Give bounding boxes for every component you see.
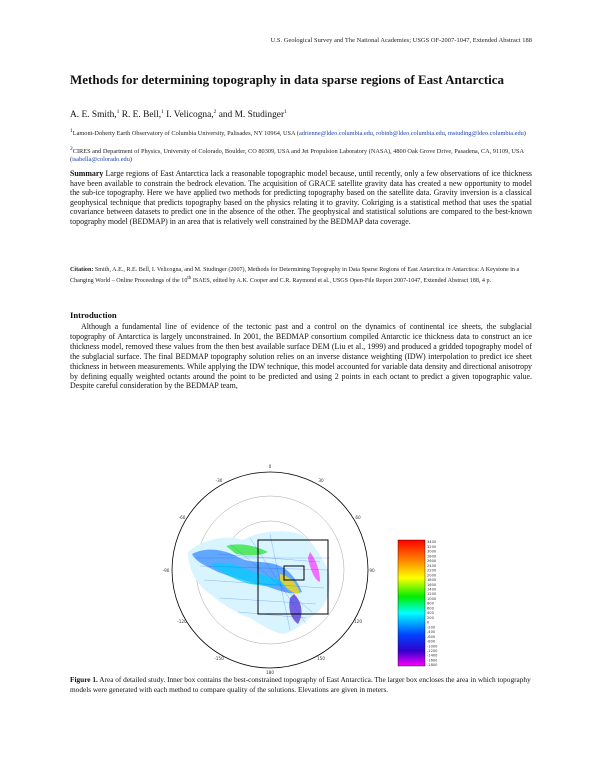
colorbar-tick-label: 3400 bbox=[427, 540, 437, 545]
colorbar-tick-label: 1600 bbox=[427, 582, 437, 587]
colorbar-tick-label: -200 bbox=[427, 625, 436, 630]
colorbar-tick-label: -1000 bbox=[427, 644, 438, 649]
abstract-text: Large regions of East Antarctica lack a reasonable topographic model because, until recently, only a few observations of ice thickness have been available to constrain the bedrock elevation. The acquisition of GRACE satellite gravity data has created a new opportunity to model the sub-ice topography. Here we have applied two methods for predicting topography based on the satellite data. Gravity inversion is a classical geophysical technique that predicts topography based on the physics relating it to gravity. Cokriging is a statistical method that uses the spatial covariance between datasets to predict one in the absence of the other. The geophysical and statistical solutions are compared to the best-known topography model (BEDMAP) in an area that is relatively well constrained by the BEDMAP data coverage. bbox=[70, 169, 532, 226]
colorbar-tick-label: 2600 bbox=[427, 559, 437, 564]
affil-text: Lamont-Doherty Earth Observatory of Columbia University, Palisades, NY 10964, USA ( bbox=[72, 130, 299, 138]
affil-text: CIRES and Department of Physics, University of Colorado, Boulder, CO 80309, USA and Jet Propulsion Laboratory (NASA), 4800 Oak Grove Drive, Pasadena, CA, 91109, USA ( bbox=[70, 148, 524, 164]
colorbar-tick-label: 400 bbox=[427, 611, 434, 616]
elevation-colorbar bbox=[398, 540, 438, 667]
colorbar-tick-label: -1600 bbox=[427, 658, 438, 663]
running-head: U.S. Geological Survey and The National Academies; USGS OF-2007-1047, Extended Abstract 188 bbox=[270, 37, 532, 44]
section-heading-introduction: Introduction bbox=[70, 310, 117, 320]
email-link[interactable]: mstuding@ldeo.columbia.edu bbox=[448, 130, 524, 138]
colorbar-tick-label: 2400 bbox=[427, 563, 437, 568]
lon-label: -150 bbox=[214, 656, 224, 661]
colorbar-tick-label: 1200 bbox=[427, 592, 437, 597]
colorbar-tick-label: 800 bbox=[427, 601, 434, 606]
author-list bbox=[70, 109, 532, 120]
author-affil-mark: 1 bbox=[116, 109, 120, 115]
colorbar-tick-label: -800 bbox=[427, 639, 436, 644]
colorbar-tick-label: 1800 bbox=[427, 578, 437, 583]
author-name: I. Velicogna, bbox=[163, 110, 214, 121]
email-link[interactable]: adrienne@ldeo.columbia.edu bbox=[298, 130, 373, 138]
colorbar-ticks bbox=[427, 540, 438, 667]
colorbar-tick-label: 2000 bbox=[427, 573, 437, 578]
abstract bbox=[70, 169, 532, 227]
colorbar-gradient bbox=[398, 540, 425, 666]
affiliation-1 bbox=[70, 127, 532, 138]
caption-label: Figure 1. bbox=[70, 675, 98, 684]
author-name: A. E. Smith, bbox=[70, 110, 117, 121]
affil-close: ) bbox=[523, 130, 526, 138]
lon-label: -90 bbox=[162, 568, 170, 573]
affil-number: 2 bbox=[70, 146, 73, 152]
affil-sep: , bbox=[372, 130, 377, 138]
colorbar-tick-label: -1800 bbox=[427, 663, 438, 668]
colorbar-tick-label: 0 bbox=[427, 620, 430, 625]
author-affil-mark: 2 bbox=[213, 109, 217, 115]
colorbar-tick-label: 3000 bbox=[427, 549, 437, 554]
lon-label: 150 bbox=[317, 656, 325, 661]
citation-text: Antarctica: A Keystone in a Changing World – Online Proceedings of the 10 bbox=[70, 267, 520, 285]
author-affil-mark: 1 bbox=[284, 109, 287, 115]
lon-label: 60 bbox=[355, 515, 361, 520]
colorbar-tick-label: 2200 bbox=[427, 568, 437, 573]
affil-close: ) bbox=[129, 156, 132, 164]
lon-label: 180 bbox=[266, 670, 274, 675]
colorbar-tick-label: -1400 bbox=[427, 653, 438, 658]
lon-label: -60 bbox=[178, 515, 186, 520]
antarctica-map-figure bbox=[130, 462, 475, 675]
lon-label: -120 bbox=[177, 619, 187, 624]
lon-label: 0 bbox=[268, 464, 272, 469]
colorbar-tick-label: -1200 bbox=[427, 649, 438, 654]
email-link[interactable]: isabella@colorado.edu bbox=[72, 156, 130, 164]
colorbar-tick-label: 600 bbox=[427, 606, 434, 611]
affiliation-2 bbox=[70, 145, 532, 165]
citation-in: in bbox=[445, 267, 451, 273]
colorbar-tick-label: 1400 bbox=[427, 587, 437, 592]
citation-text: Smith, A.E., R.E. Bell, I. Velicogna, and M. Studinger (2007), Methods for Determining Topography in Data Sparse Regions of East Antarctica bbox=[93, 267, 446, 273]
author-affil-mark: 1 bbox=[161, 109, 164, 115]
colorbar-tick-label: -600 bbox=[427, 634, 436, 639]
figure-caption bbox=[70, 675, 532, 695]
colorbar-tick-label: 2800 bbox=[427, 554, 437, 559]
introduction-text: Although a fundamental line of evidence of the tectonic past and a control on the dynamics of continental ice sheets, the subglacial topography of Antarctica is largely unconstrained. In 2001, the BEDMAP consortium compiled Antarctic ice thickness data to construct an ice thickness model, removed these values from the then best available surface DEM (Liu et al., 1999) and produced a gridded topography model of the subglacial surface. The final BEDMAP topography solution relies on an inverse distance weighting (IDW) interpolation to predict ice sheet thickness in between measurements. While applying the IDW technique, this model accounted for variable data density and directional anisotropy by defining equally weighted octants around the point to be predicted and using 2 points in each octant to predict a given topographic value. Despite careful consideration by the BEDMAP team, bbox=[70, 322, 532, 391]
polar-map bbox=[163, 464, 375, 675]
colorbar-tick-label: 200 bbox=[427, 615, 434, 620]
affil-sep: , bbox=[444, 130, 449, 138]
figure-1 bbox=[130, 462, 475, 675]
citation-label: Citation: bbox=[70, 267, 94, 273]
paper-title: Methods for determining topography in data sparse regions of East Antarctica bbox=[70, 72, 505, 87]
lon-label: 90 bbox=[369, 568, 375, 573]
caption-text: Area of detailed study. Inner box contains the best-constrained topography of East Antarctica. The larger box encloses the area in which topography models were generated with each method to compare quality of the solutions. Elevations are given in meters. bbox=[70, 675, 531, 694]
colorbar-tick-label: 3200 bbox=[427, 544, 437, 549]
abstract-label: Summary bbox=[70, 169, 104, 178]
citation-th: th bbox=[187, 275, 192, 282]
author-name: R. E. Bell, bbox=[119, 110, 162, 121]
email-link[interactable]: robinb@ldeo.columbia.edu bbox=[376, 130, 445, 138]
author-name: and M. Studinger bbox=[216, 110, 285, 121]
colorbar-tick-label: -400 bbox=[427, 630, 436, 635]
citation-text: ISAES, edited by A.K. Cooper and C.R. Raymond et al., USGS Open-File Report 2007-1047, Extended Abstract 188, 4 p. bbox=[191, 278, 492, 285]
affil-number: 1 bbox=[70, 128, 73, 134]
colorbar-tick-label: 1000 bbox=[427, 596, 437, 601]
lon-label: 30 bbox=[318, 478, 324, 483]
lon-label: -30 bbox=[215, 478, 223, 483]
citation bbox=[70, 266, 532, 286]
lon-label: 120 bbox=[354, 619, 362, 624]
